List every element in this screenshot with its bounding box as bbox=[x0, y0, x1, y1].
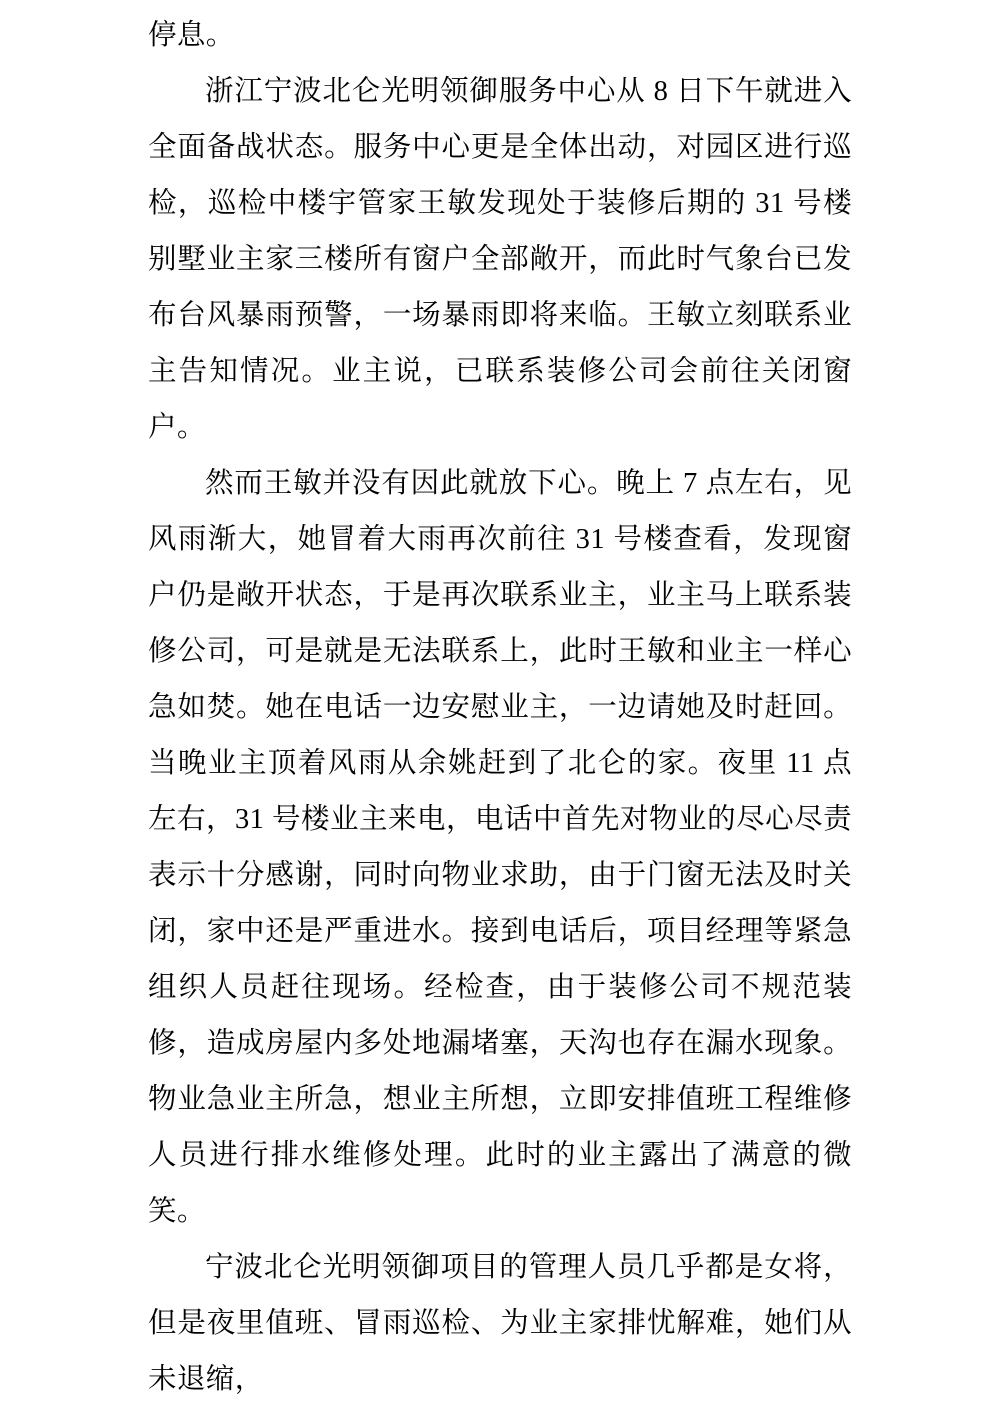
paragraph-2: 浙江宁波北仑光明领御服务中心从 8 日下午就进入全面备战状态。服务中心更是全体出动，对园区进行巡检，巡检中楼宇管家王敏发现处于装修后期的 31 号楼别墅业主家三楼所有窗户全部敞开，而此时气象台已发布台风暴雨预警，一场暴雨即将来临。王敏立刻联系业主告知情况。业主说，已联系装修公司会前往关闭窗户。 bbox=[148, 76, 852, 443]
paragraph-1: 停息。 bbox=[148, 20, 235, 51]
paragraph-3: 然而王敏并没有因此就放下心。晚上 7 点左右，见风雨渐大，她冒着大雨再次前往 31 号楼查看，发现窗户仍是敞开状态，于是再次联系业主，业主马上联系装修公司，可是就是无法联系上，此时王敏和业主一样心急如焚。她在电话一边安慰业主，一边请她及时赶回。当晚业主顶着风雨从余姚赶到了北仑的家。夜里 11 点左右，31 号楼业主来电，电话中首先对物业的尽心尽责表示十分感谢，同时向物业求助，由于门窗无法及时关闭，家中还是严重进水。接到电话后，项目经理等紧急组织人员赶往现场。经检查，由于装修公司不规范装修，造成房屋内多处地漏堵塞，天沟也存在漏水现象。物业急业主所急，想业主所想，立即安排值班工程维修人员进行排水维修处理。此时的业主露出了满意的微笑。 bbox=[148, 468, 852, 1227]
document-body bbox=[148, 8, 852, 1408]
paragraph-4: 宁波北仑光明领御项目的管理人员几乎都是女将，但是夜里值班、冒雨巡检、为业主家排忧解难，她们从未退缩， bbox=[148, 1252, 852, 1395]
